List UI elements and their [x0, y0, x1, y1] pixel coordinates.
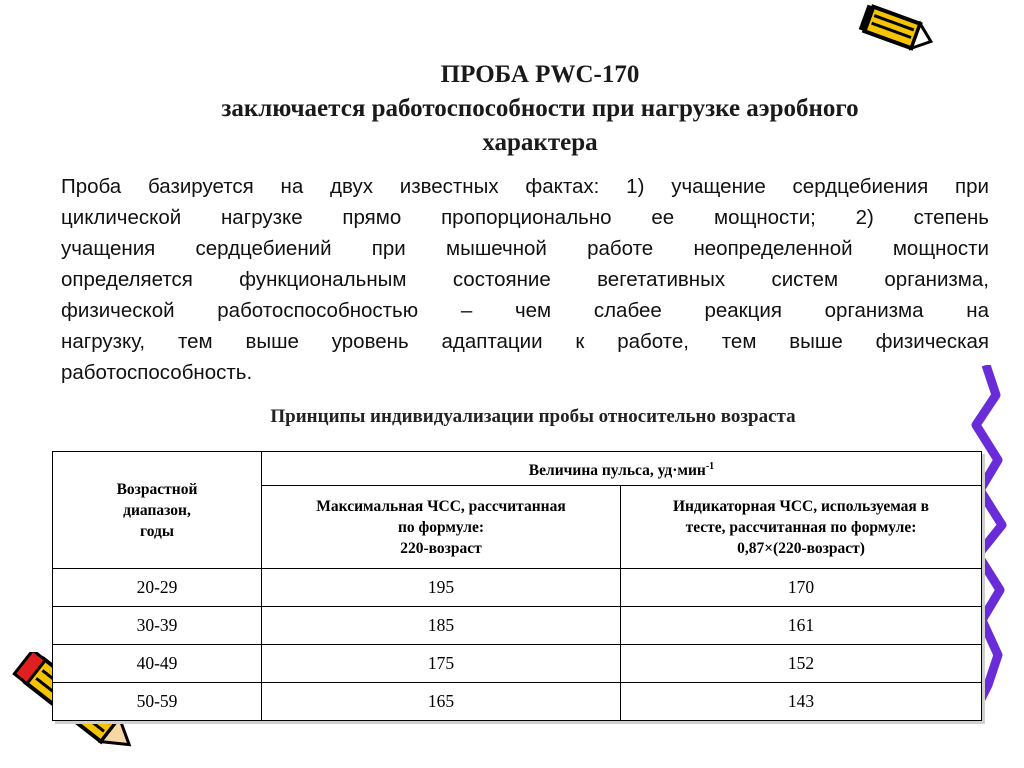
paragraph-line: работоспособность.: [61, 361, 253, 384]
paragraph-line: учащения сердцебиений при мышечной работе неопределенной мощности: [61, 237, 989, 260]
cell-indicator-hr: 170: [621, 569, 982, 607]
table-row: [53, 569, 982, 607]
cell-indicator-hr: 161: [621, 607, 982, 645]
cell-age-range: 20-29: [53, 569, 262, 607]
paragraph-line: циклической нагрузке прямо пропорционально ее мощности; 2) степень: [61, 206, 989, 229]
table-row: [53, 607, 982, 645]
cell-age-range: 40-49: [53, 645, 262, 683]
paragraph-line: физической работоспособностью – чем слабее реакция организма на: [61, 299, 989, 322]
table-caption: Принципы индивидуализации пробы относительно возраста: [270, 406, 796, 427]
cell-max-hr: 165: [262, 683, 621, 721]
header-pulse-value: Величина пульса, уд·мин$^{-1}$: [262, 452, 982, 486]
table-row: [53, 683, 982, 721]
paragraph-line: Проба базируется на двух известных фактах: 1) учащение сердцебиения при: [61, 175, 989, 198]
paragraph-line: нагрузку, тем выше уровень адаптации к работе, тем выше физическая: [61, 330, 989, 353]
cell-max-hr: 175: [262, 645, 621, 683]
cell-max-hr: 185: [262, 607, 621, 645]
title-line: ПРОБА PWC-170: [440, 61, 640, 88]
description-paragraph: [61, 171, 989, 388]
title-line: заключается работоспособности при нагрузке аэробного: [221, 95, 859, 122]
cell-age-range: 50-59: [53, 683, 262, 721]
header-max-hr: Максимальная ЧСС, рассчитанная по формуле: 220-возраст: [262, 486, 621, 569]
cell-indicator-hr: 152: [621, 645, 982, 683]
cell-indicator-hr: 143: [621, 683, 982, 721]
paragraph-line: определяется функциональным состояние вегетативных систем организма,: [61, 268, 989, 291]
table-row: [53, 645, 982, 683]
cell-age-range: 30-39: [53, 607, 262, 645]
header-age-range: Возрастной диапазон, годы: [53, 452, 262, 569]
title-line: характера: [482, 129, 598, 156]
cell-max-hr: 195: [262, 569, 621, 607]
header-indicator-hr: Индикаторная ЧСС, используемая в тесте, рассчитанная по формуле: 0,87×(220-возраст): [621, 486, 982, 569]
slide-title: [40, 58, 1024, 160]
pulse-table: [52, 451, 982, 721]
pencil-icon: [856, 2, 936, 62]
